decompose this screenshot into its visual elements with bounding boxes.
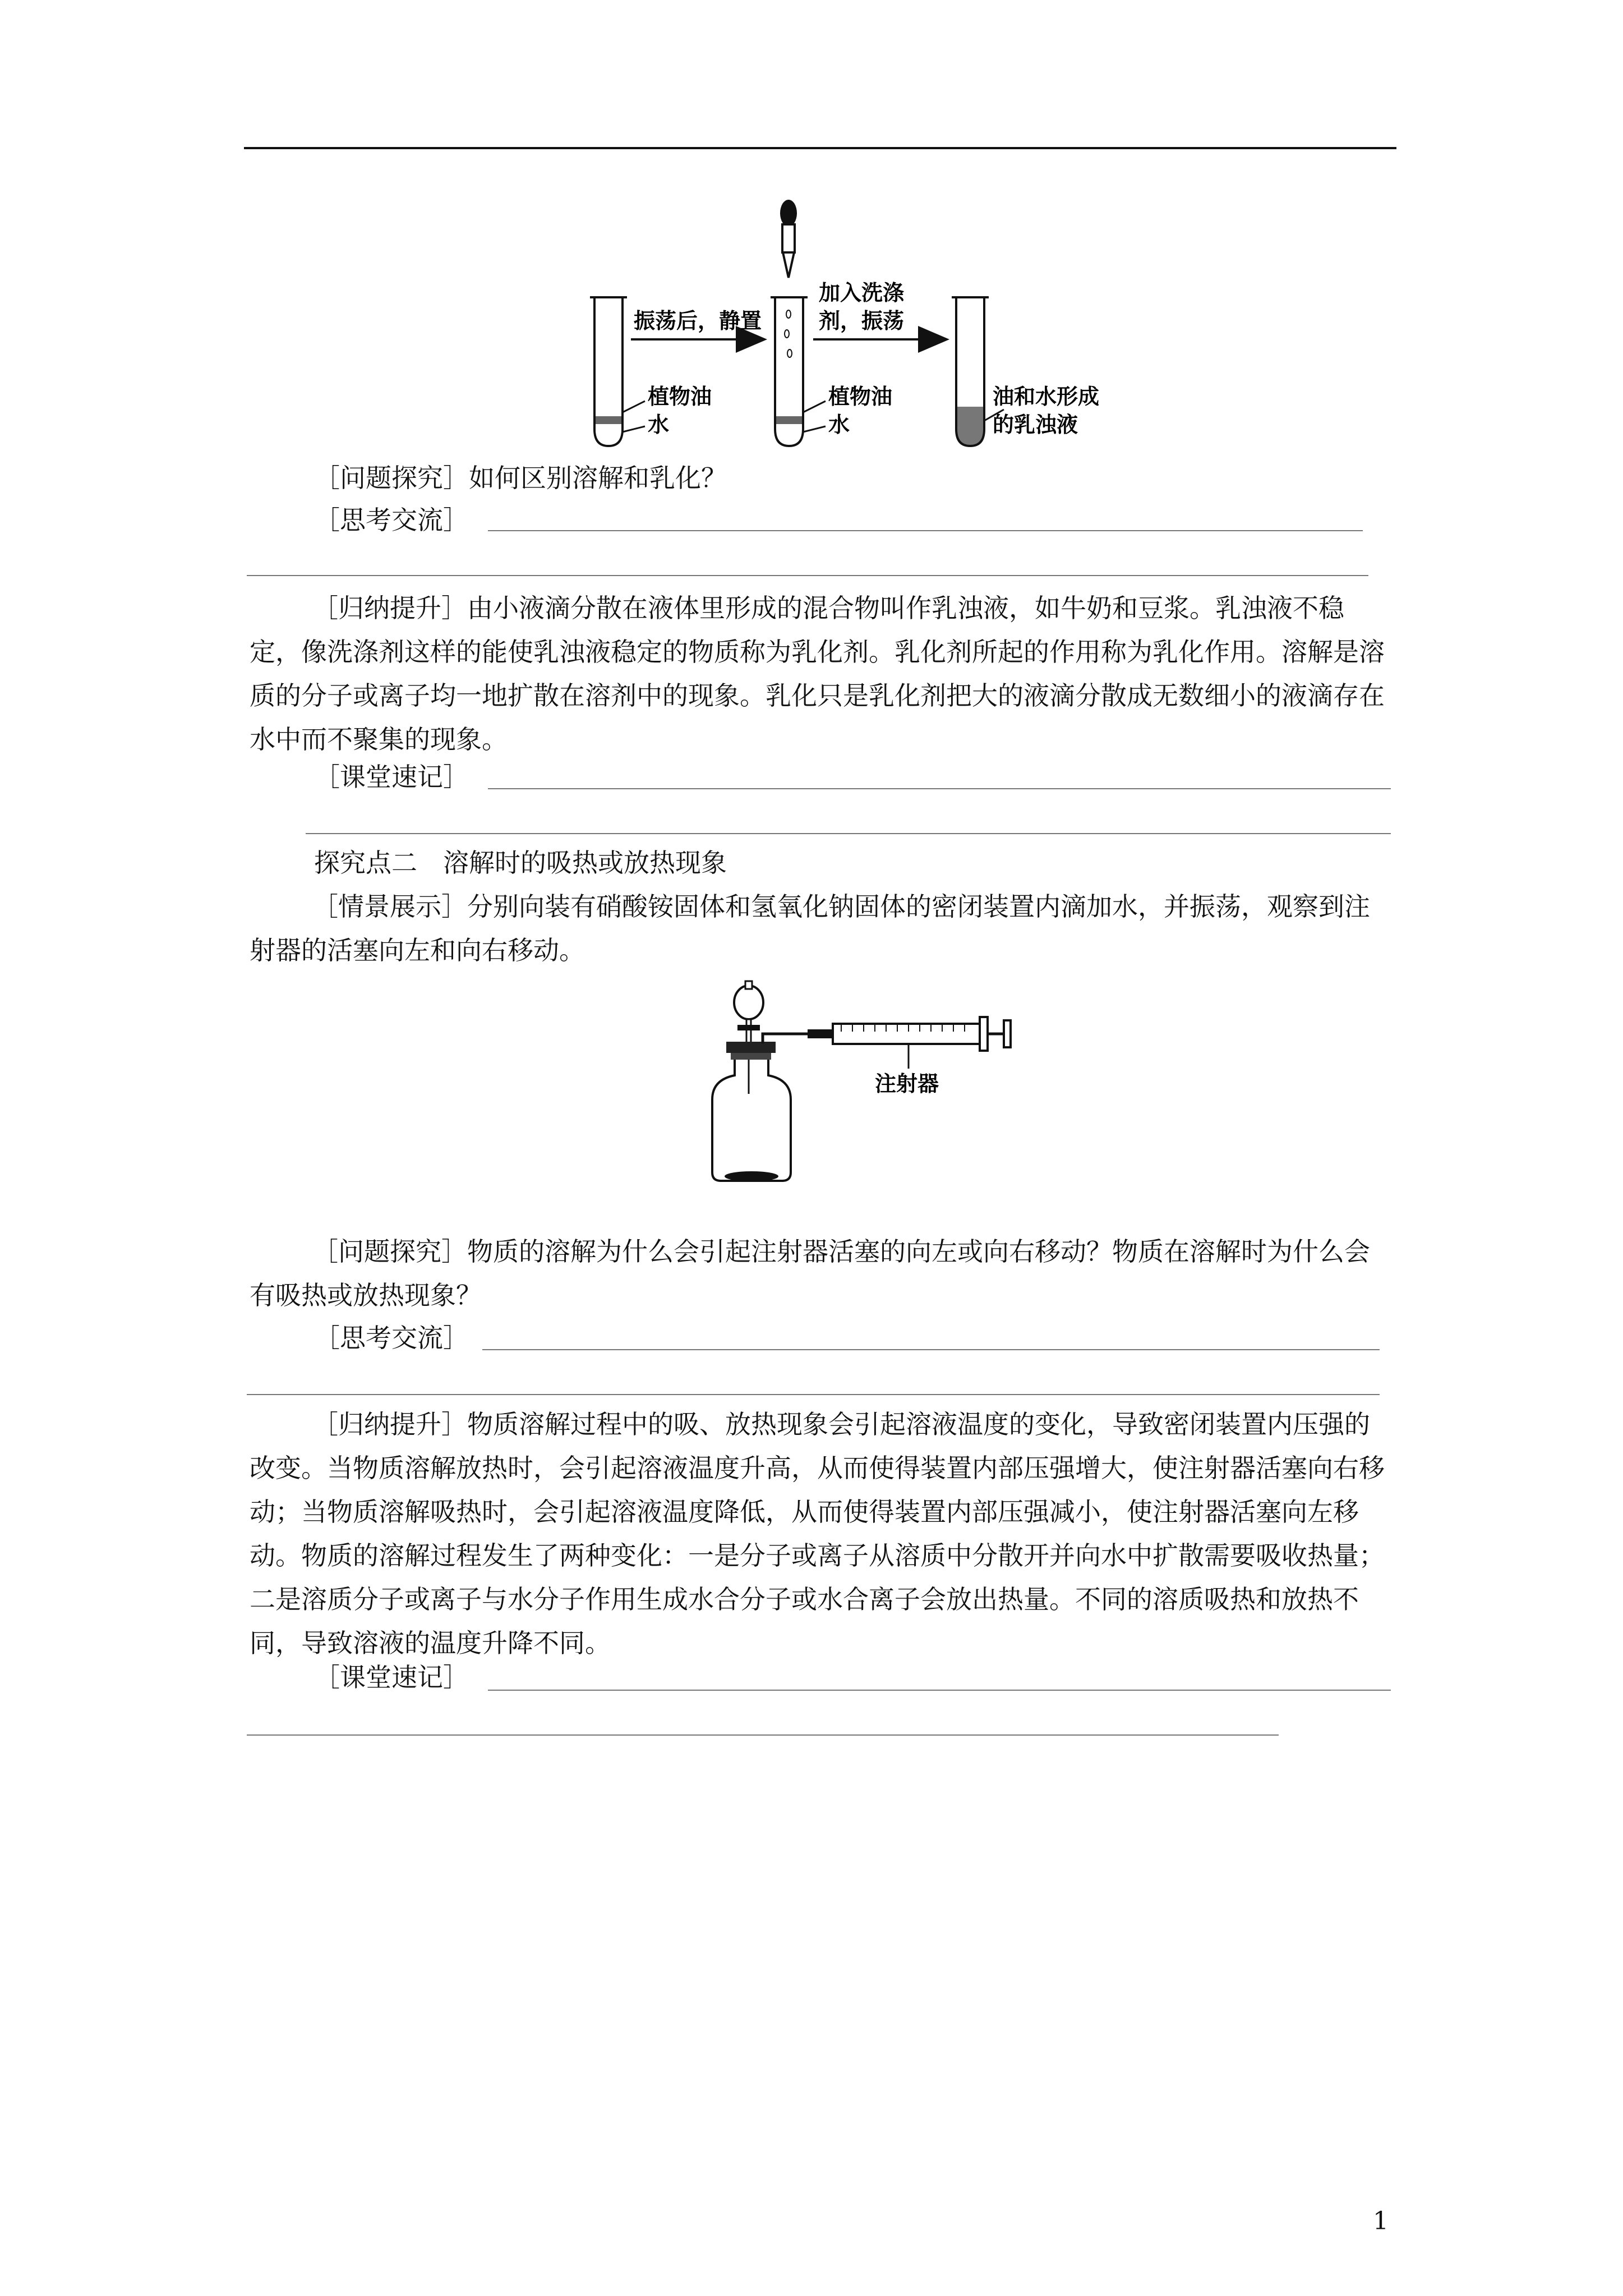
answer-blank[interactable] (482, 1349, 1380, 1350)
arrow1-label: 振荡后，静置 (634, 309, 762, 333)
arrow2-label-line2: 剂，振荡 (819, 309, 905, 333)
notes-line-2 (314, 1660, 469, 1694)
rubber-stopper (726, 1042, 776, 1053)
notes-label: ［课堂速记］ (314, 762, 469, 792)
think-line-1 (314, 503, 469, 537)
notes-blank[interactable] (247, 1734, 1279, 1736)
dropper-icon (780, 200, 797, 278)
closed-bottle (712, 1060, 791, 1181)
tube1-oil-label: 植物油 (648, 384, 712, 409)
question-text: 物质的溶解为什么会引起注射器活塞的向左或向右移动？物质在溶解时为什么会有吸热或放热现象？ (250, 1236, 1370, 1310)
test-tube-2 (771, 297, 826, 446)
tube1-water-label: 水 (648, 412, 670, 437)
header-rule (244, 147, 1396, 149)
tube3-label-line2: 的乳浊液 (993, 412, 1078, 437)
answer-blank[interactable] (488, 530, 1363, 531)
question-label: ［问题探究］ (314, 463, 469, 493)
arrow2-label-line1: 加入洗涤 (819, 280, 905, 305)
notes-line-1 (314, 760, 469, 794)
question-text: 如何区别溶解和乳化？ (469, 463, 727, 493)
question-paragraph-2 (250, 1230, 1394, 1317)
syringe-label: 注射器 (875, 1071, 939, 1096)
summary-text: 物质溶解过程中的吸、放热现象会引起溶液温度的变化，导致密闭装置内压强的改变。当物质溶解放热时，会引起溶液温度升高，从而使得装置内部压强增大，使注射器活塞向右移动；当物质溶解吸热时，会引起溶液温度降低，从而使得装置内部压强减小，使注射器活塞向左移动。物质的溶解过程发生了两种变化：一是分子或离子从溶质中分散开并向水中扩散需要吸收热量；二是溶质分子或离子与水分子作用生成水合分子或水合离子会放出热量。不同的溶质吸热和放热不同，导致溶液的温度升降不同。 (250, 1409, 1385, 1658)
summary-label: ［归纳提升］ (312, 1409, 467, 1439)
syringe-icon (833, 1017, 1011, 1051)
emulsion-experiment-figure (583, 196, 1122, 460)
summary-paragraph-2 (250, 1402, 1394, 1665)
summary-text: 由小液滴分散在液体里形成的混合物叫作乳浊液，如牛奶和豆浆。乳浊液不稳定，像洗涤剂这样的能使乳浊液稳定的物质称为乳化剂。乳化剂所起的作用称为乳化作用。溶解是溶质的分子或离子均一地扩散在溶剂中的现象。乳化只是乳化剂把大的液滴分散成无数细小的液滴存在水中而不聚集的现象。 (250, 593, 1385, 754)
summary-paragraph-1 (250, 586, 1394, 761)
dropping-funnel-icon (734, 981, 763, 1045)
scene-paragraph (250, 885, 1394, 972)
answer-blank[interactable] (247, 575, 1368, 576)
scene-label: ［情景展示］ (312, 891, 467, 922)
syringe-apparatus-figure (704, 979, 1018, 1186)
think-label: ［思考交流］ (314, 1323, 469, 1353)
tube2-oil-label: 植物油 (828, 384, 893, 409)
notes-blank[interactable] (306, 833, 1391, 834)
notes-blank[interactable] (488, 1690, 1391, 1691)
tube3-label-line1: 油和水形成 (993, 384, 1100, 409)
summary-label: ［归纳提升］ (312, 593, 467, 623)
think-label: ［思考交流］ (314, 505, 469, 535)
tube2-water-label: 水 (828, 412, 850, 437)
scene-text: 分别向装有硝酸铵固体和氢氧化钠固体的密闭装置内滴加水，并振荡，观察到注射器的活塞向左和向右移动。 (250, 891, 1370, 965)
answer-blank[interactable] (247, 1394, 1380, 1395)
notes-blank[interactable] (488, 788, 1391, 789)
question-label: ［问题探究］ (312, 1236, 467, 1267)
question-line-1 (314, 461, 727, 495)
think-line-2 (314, 1321, 469, 1355)
section2-heading: 探究点二 溶解时的吸热或放热现象 (314, 848, 727, 878)
page-number: 1 (1373, 2207, 1389, 2235)
notes-label: ［课堂速记］ (314, 1662, 469, 1692)
